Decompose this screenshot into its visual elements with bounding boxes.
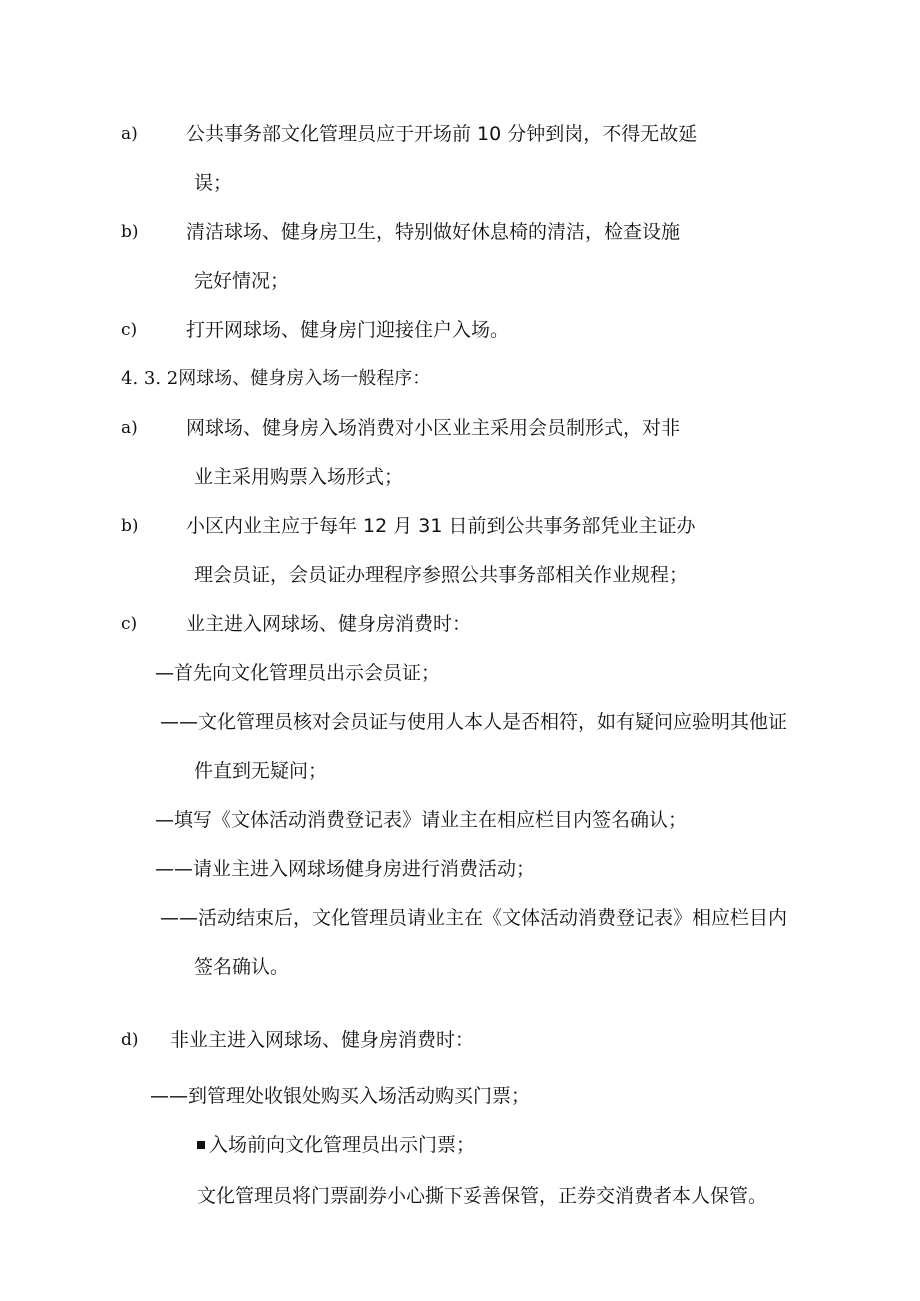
item-text: 业主进入网球场、健身房消费时： [186, 613, 472, 635]
item-text-continued: 理会员证，会员证办理程序参照公共事务部相关作业规程； [194, 564, 689, 586]
item-text: 打开网球场、健身房门迎接住户入场。 [186, 319, 510, 341]
list-marker: a) [121, 124, 138, 144]
item-text: 小区内业主应于每年 12 月 31 日前到公共事务部凭业主证办 [186, 515, 696, 537]
procedure-step-text: 入场前向文化管理员出示门票； [209, 1134, 476, 1156]
procedure-step: —填写《文体活动消费登记表》请业主在相应栏目内签名确认； [155, 809, 688, 831]
item-text: 网球场、健身房入场消费对小区业主采用会员制形式，对非 [186, 417, 681, 439]
list-marker: d) [121, 1030, 139, 1050]
item-text-continued: 误； [194, 172, 233, 194]
item-text: 清洁球场、健身房卫生，特别做好休息椅的清洁，检查设施 [186, 221, 681, 243]
list-marker: c) [121, 320, 138, 340]
item-text: 非业主进入网球场、健身房消费时： [170, 1029, 475, 1051]
procedure-step: ——到管理处收银处购买入场活动购买门票； [150, 1085, 531, 1107]
square-bullet-icon [197, 1141, 205, 1149]
item-text-continued: 业主采用购票入场形式； [194, 466, 404, 488]
list-marker: b) [121, 516, 139, 536]
procedure-step-continued: 签名确认。 [194, 956, 290, 978]
procedure-step-bulleted [197, 1133, 475, 1157]
procedure-step: 文化管理员将门票副券小心撕下妥善保管，正券交消费者本人保管。 [197, 1185, 768, 1207]
procedure-step-continued: 件直到无疑问； [194, 760, 328, 782]
item-text: 公共事务部文化管理员应于开场前 10 分钟到岗，不得无故延 [186, 123, 698, 145]
section-title: 网球场、健身房入场一般程序： [178, 368, 431, 389]
item-text-continued: 完好情况； [194, 270, 290, 292]
list-marker: b) [121, 222, 139, 242]
list-marker: a) [121, 418, 138, 438]
list-marker: c) [121, 614, 138, 634]
section-number: 4. 3. 2 [121, 368, 179, 389]
procedure-step: ——活动结束后，文化管理员请业主在《文体活动消费登记表》相应栏目内 [160, 907, 788, 929]
procedure-step: —首先向文化管理员出示会员证； [155, 662, 441, 684]
procedure-step: ——文化管理员核对会员证与使用人本人是否相符，如有疑问应验明其他证 [160, 711, 788, 733]
procedure-step: ——请业主进入网球场健身房进行消费活动； [155, 858, 536, 880]
section-heading [121, 367, 430, 391]
